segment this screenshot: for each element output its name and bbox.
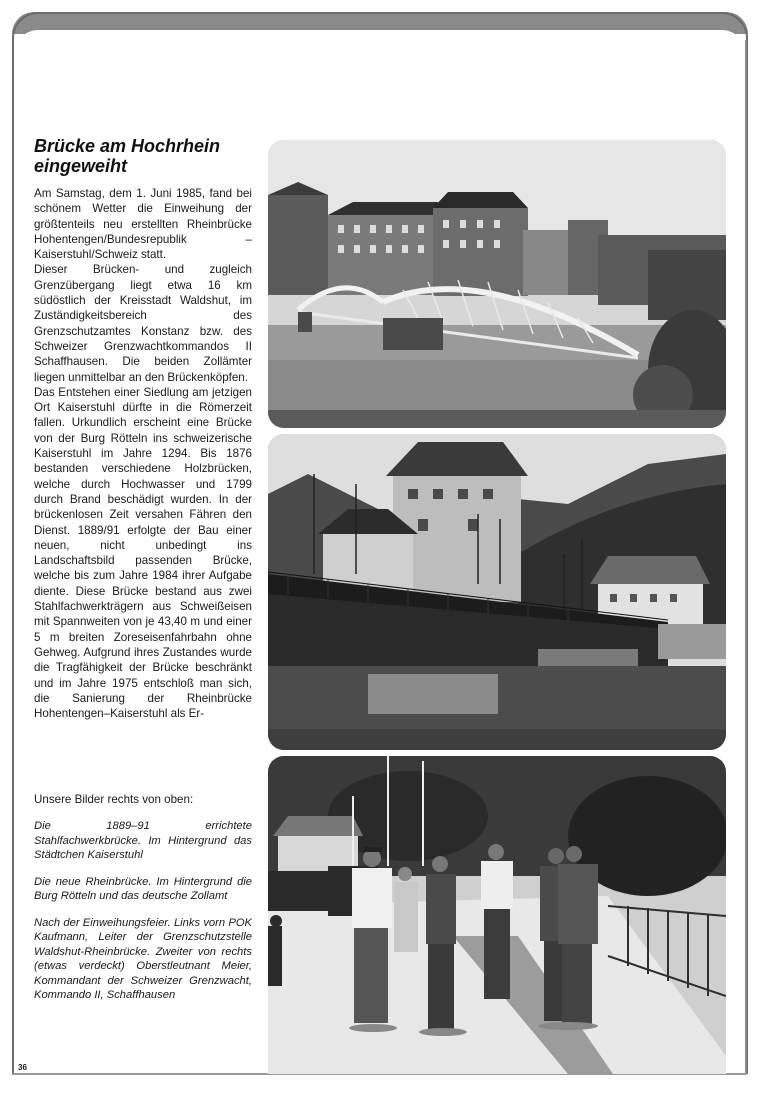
article-paragraph: Dieser Brücken- und zugleich Grenzübergang liegt etwa 16 km südöstlich der Kreisstadt Waldshut, im Zuständigkeitsbereich des Grenzschutzamtes Konstanz bzw. des Schweizer Grenzwachtkommandos II Schaffhausen. Die beiden Zollämter liegen unmittelbar an den Brückenköpfen. [34, 263, 252, 384]
right-rule [745, 40, 747, 1075]
article-column [34, 136, 252, 721]
photo-inauguration-crowd [268, 756, 726, 1074]
article-paragraph: Am Samstag, dem 1. Juni 1985, fand bei schönem Wetter die Einweihung der größtenteils neu erstellten Rheinbrücke Hohentengen/Bundesrepublik – Kaiserstuhl/Schweiz statt. [34, 187, 252, 262]
photo-new-bridge [268, 434, 726, 750]
article-paragraph: Das Entstehen einer Siedlung am jetzigen Ort Kaiserstuhl dürfte in die Römerzeit fallen. Urkundlich erscheint eine Brücke von der Burg Rötteln ins schweizerische Kaiserstuhl im Jahre 1294. Bis 1876 bestanden verschiedene Holzbrücken, welche durch Hochwasser und 1799 durch Brand beschädigt wurden. In der brückenlosen Zeit versahen Fähren den Dienst. 1889/91 erfolgte der Bau einer neuen, nicht unbedingt ins Landschaftsbild passenden Brücke, welche bis zum Jahre 1984 ihrer Aufgabe diente. Diese Brücke bestand aus zwei Stahlfachwerkträgern aus Schweißeisen mit Spannweiten von je 43,40 m und einer 5 m breiten Zoreseisenfahrbahn ohne Gehweg. Aufgrund ihres Zustandes wurde die Tragfähigkeit der Brücke beschränkt und im Jahre 1975 entschloß man sich, die Sanierung der Rheinbrücke Hohentengen–Kaiserstuhl als Er- [34, 385, 252, 721]
photo-captions [34, 792, 252, 1015]
article-body [34, 186, 252, 721]
caption-1: Die 1889–91 errichtete Stahlfachwerkbrücke. Im Hintergrund das Städtchen Kaiserstuhl [34, 820, 252, 861]
captions-heading: Unsere Bilder rechts von oben: [34, 793, 194, 806]
article-title: Brücke am Hochrhein eingeweiht [34, 136, 221, 176]
caption-3: Nach der Einweihungsfeier. Links vorn POK Kaufmann, Leiter der Grenzschutzstelle Waldshut-Rheinbrücke. Zweiter von rechts (etwas verdeckt) Oberstleutnant Meier, Kommandant der Schweizer Grenzwacht, Kommando II, Schaffhausen [34, 916, 252, 1001]
page-number: 36 [18, 1063, 27, 1072]
photo-old-truss-bridge [268, 140, 726, 428]
caption-2: Die neue Rheinbrücke. Im Hintergrund die Burg Rötteln und das deutsche Zollamt [34, 875, 252, 902]
